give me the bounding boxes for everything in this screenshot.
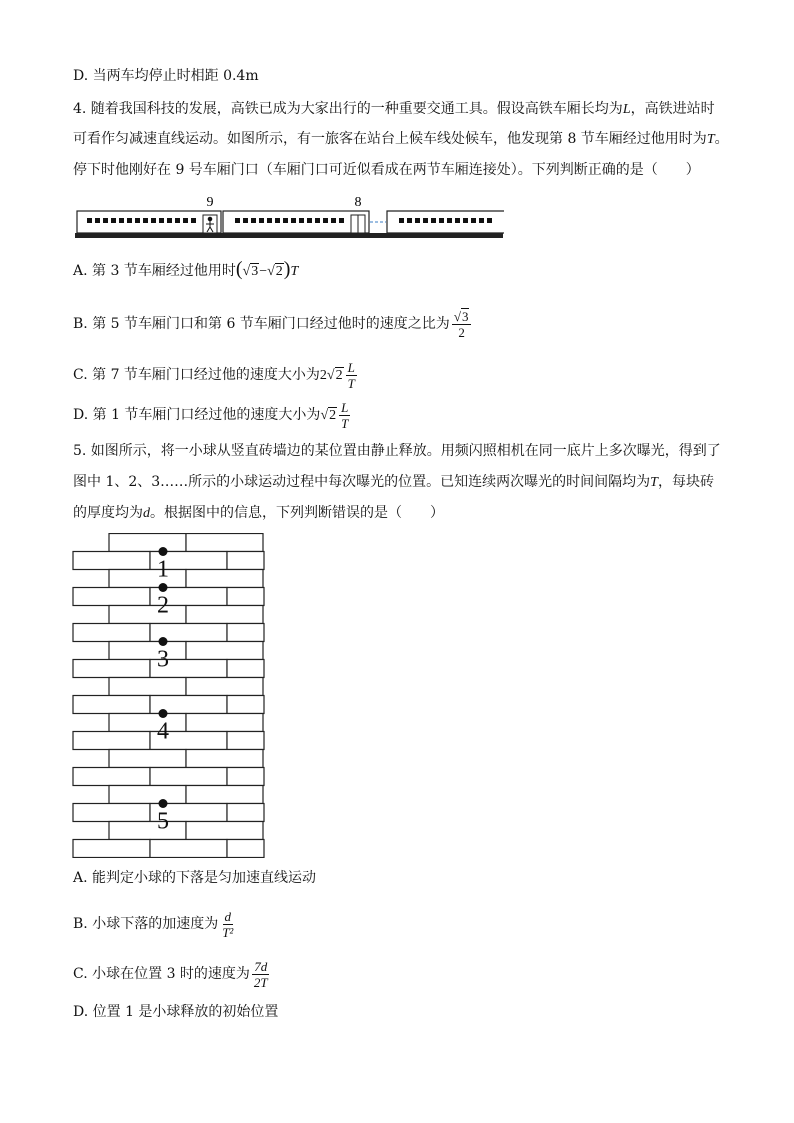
ball-position-2	[159, 583, 168, 592]
brick	[73, 696, 150, 714]
q4-stem-line1: 4. 随着我国科技的发展，高铁已成为大家出行的一种重要交通工具。假设高铁车厢长均为L，高铁进站时	[73, 101, 715, 117]
q4-stem-line2: 可看作匀减速直线运动。如图所示，有一旅客在站台上候车线处候车，他发现第 8 节车厢经过他用时为T。	[73, 131, 729, 147]
q4-stem-line3: 停下时他刚好在 9 号车厢门口（车厢门口可近似看成在两节车厢连接处）。下列判断正确的是（ ）	[73, 162, 700, 178]
brick	[73, 588, 150, 606]
q3-option-d: D. 当两车均停止时相距 0.4m	[73, 68, 259, 84]
brick	[227, 660, 264, 678]
brick-wall-figure	[72, 533, 265, 858]
q5-option-d: D. 位置 1 是小球释放的初始位置	[73, 1004, 279, 1020]
brick	[186, 534, 263, 552]
label-9: 9	[206, 195, 214, 210]
position-label-2: 2	[157, 592, 169, 619]
brick	[227, 804, 264, 822]
q4-option-a: A. 第 3 节车厢经过他用时(√3−√2)T	[73, 258, 299, 280]
brick	[109, 714, 186, 732]
brick	[109, 750, 186, 768]
position-label-4: 4	[157, 718, 169, 745]
brick	[73, 660, 150, 678]
brick	[109, 570, 186, 588]
q5-stem-line1: 5. 如图所示，将一小球从竖直砖墙边的某位置由静止释放。用频闪照相机在同一底片上多次曝光，得到了	[73, 443, 721, 459]
brick	[186, 750, 263, 768]
brick	[227, 588, 264, 606]
brick	[186, 642, 263, 660]
brick	[109, 822, 186, 840]
ball-position-5	[159, 799, 168, 808]
brick	[186, 606, 263, 624]
brick	[73, 804, 150, 822]
q5-stem-line3: 的厚度均为d。根据图中的信息，下列判断错误的是（ ）	[73, 505, 444, 521]
position-label-5: 5	[157, 808, 169, 835]
brick	[109, 786, 186, 804]
q4-option-d: D. 第 1 节车厢门口经过他的速度大小为√2 $\frac{L}{T}$	[73, 399, 349, 431]
brick	[150, 840, 227, 858]
brick	[186, 678, 263, 696]
brick	[73, 840, 150, 858]
platform	[75, 233, 503, 238]
brick	[109, 678, 186, 696]
ball-position-1	[159, 547, 168, 556]
brick	[227, 840, 264, 858]
brick	[73, 732, 150, 750]
train-car-right	[387, 211, 504, 233]
q5-stem-line2: 图中 1、2、3……所示的小球运动过程中每次曝光的位置。已知连续两次曝光的时间间隔均为T，每块砖	[73, 474, 714, 490]
q5-option-a: A. 能判定小球的下落是匀加速直线运动	[73, 870, 317, 886]
brick	[150, 768, 227, 786]
q4-option-b: B. 第 5 节车厢门口和第 6 节车厢门口经过他时的速度之比为 $\frac{√3}{2}$	[73, 306, 473, 342]
ball-position-3	[159, 637, 168, 646]
brick	[227, 624, 264, 642]
brick	[73, 552, 150, 570]
brick	[109, 642, 186, 660]
brick	[109, 606, 186, 624]
q4-option-c: C. 第 7 节车厢门口经过他的速度大小为2√2 $\frac{L}{T}$	[73, 359, 355, 391]
brick	[186, 714, 263, 732]
brick	[73, 624, 150, 642]
q5-option-b: B. 小球下落的加速度为 $\frac{d}{\text{T²}}$	[73, 908, 234, 940]
brick	[227, 696, 264, 714]
label-8: 8	[354, 195, 362, 210]
brick	[186, 822, 263, 840]
brick	[227, 552, 264, 570]
brick	[186, 786, 263, 804]
brick	[227, 768, 264, 786]
position-label-3: 3	[157, 646, 169, 673]
q5-option-c: C. 小球在位置 3 时的速度为 $\frac{7d}{2T}$	[73, 958, 268, 990]
brick	[227, 732, 264, 750]
ball-position-4	[159, 709, 168, 718]
brick	[73, 768, 150, 786]
brick	[186, 570, 263, 588]
train-figure	[73, 193, 505, 243]
position-label-1: 1	[157, 556, 169, 583]
brick	[109, 534, 186, 552]
